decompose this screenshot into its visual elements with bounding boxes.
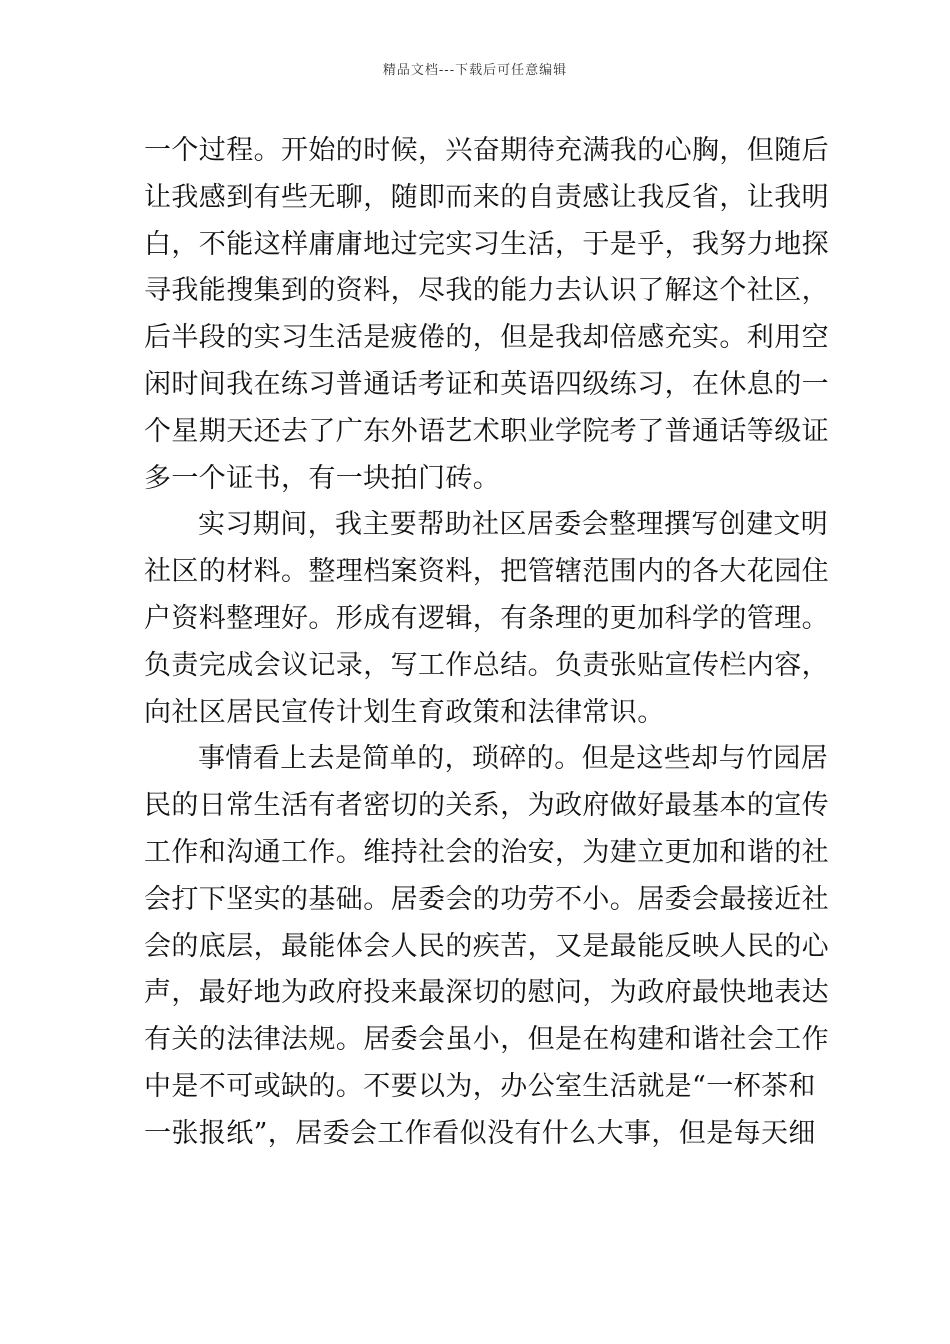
text-line: 有关的法律法规。居委会虽小，但是在构建和谐社会工作 [144, 1024, 829, 1056]
text-line: 让我感到有些无聊，随即而来的自责感让我反省，让我明 [144, 181, 829, 213]
paragraph-start-line: 实习期间，我主要帮助社区居委会整理撰写创建文明 [198, 509, 829, 541]
text-line: 白，不能这样庸庸地过完实习生活，于是乎，我努力地探 [144, 228, 829, 260]
text-line: 多一个证书，有一块拍门砖。 [144, 462, 501, 494]
document-body [144, 128, 829, 1158]
text-line: 声，最好地为政府投来最深切的慰问，为政府最快地表达 [144, 977, 829, 1009]
text-line: 会的底层，最能体会人民的疾苦，又是最能反映人民的心 [144, 930, 829, 962]
text-line: 向社区居民宣传计划生育政策和法律常识。 [144, 696, 665, 728]
text-line: 社区的材料。整理档案资料，把管辖范围内的各大花园住 [144, 556, 829, 588]
text-line: 后半段的实习生活是疲倦的，但是我却倍感充实。利用空 [144, 322, 829, 354]
text-line: 负责完成会议记录，写工作总结。负责张贴宣传栏内容， [144, 649, 829, 681]
text-line: 工作和沟通工作。维持社会的治安，为建立更加和谐的社 [144, 836, 829, 868]
text-line: 闲时间我在练习普通话考证和英语四级练习，在休息的一 [144, 368, 829, 400]
text-line: 户资料整理好。形成有逻辑，有条理的更加科学的管理。 [144, 602, 829, 634]
text-line: 寻我能搜集到的资料，尽我的能力去认识了解这个社区， [144, 275, 829, 307]
text-line: 民的日常生活有者密切的关系，为政府做好最基本的宣传 [144, 790, 829, 822]
paragraph-start-line: 事情看上去是简单的，琐碎的。但是这些却与竹园居 [198, 743, 829, 775]
text-line: 一张报纸”，居委会工作看似没有什么大事，但是每天细 [144, 1117, 816, 1149]
text-line: 一个过程。开始的时候，兴奋期待充满我的心胸，但随后 [144, 135, 829, 166]
text-line: 会打下坚实的基础。居委会的功劳不小。居委会最接近社 [144, 883, 829, 915]
text-line: 个星期天还去了广东外语艺术职业学院考了普通话等级证 [144, 415, 829, 447]
text-line: 中是不可或缺的。不要以为，办公室生活就是“一杯茶和 [144, 1070, 816, 1102]
page-header: 精品文档---下载后可任意编辑 [382, 63, 568, 78]
